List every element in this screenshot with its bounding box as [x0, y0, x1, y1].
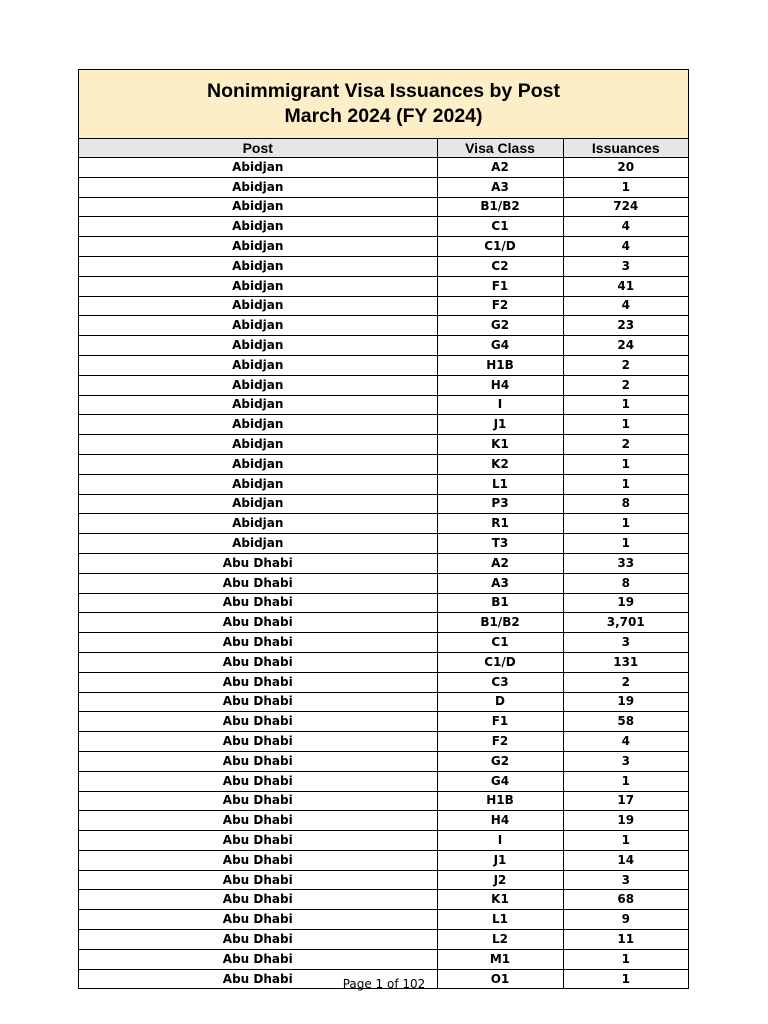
- cell-issuances: 23: [563, 316, 688, 336]
- report-subtitle: March 2024 (FY 2024): [284, 105, 483, 127]
- cell-visa-class: D: [437, 692, 563, 712]
- cell-post: Abidjan: [79, 415, 437, 435]
- report-title: Nonimmigrant Visa Issuances by Post: [207, 80, 560, 102]
- cell-visa-class: A3: [437, 177, 563, 197]
- cell-visa-class: O1: [437, 969, 563, 988]
- column-header-visa-class: Visa Class: [437, 139, 563, 158]
- cell-issuances: 3,701: [563, 613, 688, 633]
- table-row: [79, 850, 688, 870]
- table-row: [79, 811, 688, 831]
- cell-issuances: 2: [563, 435, 688, 455]
- cell-post: Abu Dhabi: [79, 553, 437, 573]
- table-row: [79, 831, 688, 851]
- cell-post: Abu Dhabi: [79, 613, 437, 633]
- cell-post: Abu Dhabi: [79, 573, 437, 593]
- cell-visa-class: K1: [437, 435, 563, 455]
- cell-issuances: 2: [563, 672, 688, 692]
- cell-post: Abu Dhabi: [79, 712, 437, 732]
- table-row: [79, 177, 688, 197]
- cell-post: Abu Dhabi: [79, 692, 437, 712]
- cell-post: Abidjan: [232, 159, 284, 174]
- cell-visa-class: J1: [437, 415, 563, 435]
- cell-post: Abidjan: [79, 375, 437, 395]
- table-row: [79, 692, 688, 712]
- cell-issuances: 3: [563, 256, 688, 276]
- cell-visa-class: G2: [437, 316, 563, 336]
- cell-post: Abidjan: [79, 256, 437, 276]
- cell-visa-class: G2: [437, 751, 563, 771]
- cell-post: Abidjan: [79, 296, 437, 316]
- cell-post: Abu Dhabi: [79, 870, 437, 890]
- table-row: [79, 771, 688, 791]
- cell-issuances: 1: [563, 395, 688, 415]
- cell-post: Abidjan: [79, 534, 437, 554]
- cell-issuances: 3: [563, 751, 688, 771]
- cell-issuances: 4: [563, 296, 688, 316]
- cell-visa-class: R1: [437, 514, 563, 534]
- cell-post: Abu Dhabi: [79, 593, 437, 613]
- cell-visa-class: H4: [437, 375, 563, 395]
- cell-post: Abidjan: [79, 177, 437, 197]
- table-row: [79, 751, 688, 771]
- cell-visa-class: C2: [437, 256, 563, 276]
- cell-post: Abu Dhabi: [79, 969, 437, 988]
- cell-visa-class: C1/D: [437, 652, 563, 672]
- table-row: [79, 573, 688, 593]
- table-row: [79, 613, 688, 633]
- table-row: [79, 435, 688, 455]
- cell-post: Abu Dhabi: [79, 930, 437, 950]
- cell-issuances: 19: [563, 811, 688, 831]
- table-row: [79, 197, 688, 217]
- cell-issuances: 724: [563, 197, 688, 217]
- cell-issuances: 24: [563, 336, 688, 356]
- cell-visa-class: B1: [437, 593, 563, 613]
- cell-issuances: 1: [563, 534, 688, 554]
- cell-visa-class: F2: [437, 732, 563, 752]
- table-row: [79, 454, 688, 474]
- table-row: [79, 237, 688, 257]
- cell-post: Abidjan: [79, 355, 437, 375]
- cell-issuances: 41: [563, 276, 688, 296]
- cell-visa-class: L1: [437, 910, 563, 930]
- cell-issuances: 1: [563, 514, 688, 534]
- table-row: [79, 732, 688, 752]
- cell-visa-class: A3: [437, 573, 563, 593]
- cell-issuances: 4: [563, 217, 688, 237]
- cell-issuances: 131: [563, 652, 688, 672]
- cell-visa-class: A2: [437, 553, 563, 573]
- table-row: [79, 474, 688, 494]
- cell-visa-class: J2: [437, 870, 563, 890]
- report-title-block: [79, 70, 688, 139]
- cell-visa-class: F1: [437, 712, 563, 732]
- cell-issuances: 1: [563, 474, 688, 494]
- cell-post: Abidjan: [79, 435, 437, 455]
- column-header-post: Post: [79, 139, 437, 158]
- cell-post: Abu Dhabi: [79, 890, 437, 910]
- page-number: Page 1 of 102: [342, 977, 426, 991]
- cell-visa-class: K1: [437, 890, 563, 910]
- cell-issuances: 3: [563, 633, 688, 653]
- cell-post: Abu Dhabi: [79, 831, 437, 851]
- table-row: [79, 494, 688, 514]
- column-header-issuances: Issuances: [563, 139, 688, 158]
- cell-post: Abidjan: [79, 276, 437, 296]
- cell-visa-class: P3: [437, 494, 563, 514]
- cell-visa-class: H1B: [437, 791, 563, 811]
- cell-post: Abu Dhabi: [79, 732, 437, 752]
- cell-issuances: 1: [563, 771, 688, 791]
- cell-visa-class: B1/B2: [437, 613, 563, 633]
- report-sheet: [78, 69, 689, 989]
- issuance-table: [79, 139, 688, 988]
- table-body: [79, 158, 688, 989]
- cell-post: Abu Dhabi: [79, 771, 437, 791]
- table-row: [79, 375, 688, 395]
- table-row: [79, 415, 688, 435]
- cell-issuances: 33: [563, 553, 688, 573]
- table-row: [79, 276, 688, 296]
- table-header-row: [79, 139, 688, 158]
- cell-issuances: 1: [563, 969, 688, 988]
- table-row: [79, 553, 688, 573]
- cell-post: Abu Dhabi: [79, 850, 437, 870]
- cell-visa-class: C1/D: [437, 237, 563, 257]
- cell-post: Abidjan: [79, 454, 437, 474]
- cell-visa-class: K2: [437, 454, 563, 474]
- cell-visa-class: C3: [437, 672, 563, 692]
- cell-issuances: 19: [563, 593, 688, 613]
- table-row: [79, 930, 688, 950]
- cell-issuances: 20: [563, 158, 688, 178]
- table-row: [79, 355, 688, 375]
- cell-post: Abu Dhabi: [79, 652, 437, 672]
- cell-visa-class: B1/B2: [437, 197, 563, 217]
- cell-post: Abidjan: [79, 395, 437, 415]
- cell-issuances: 11: [563, 930, 688, 950]
- cell-visa-class: M1: [437, 949, 563, 969]
- table-row: [79, 949, 688, 969]
- table-row: [79, 534, 688, 554]
- cell-post: Abu Dhabi: [79, 949, 437, 969]
- cell-issuances: 17: [563, 791, 688, 811]
- cell-post: Abu Dhabi: [79, 751, 437, 771]
- cell-issuances: 1: [563, 831, 688, 851]
- cell-post: Abidjan: [79, 197, 437, 217]
- cell-issuances: 9: [563, 910, 688, 930]
- table-row: [79, 633, 688, 653]
- cell-issuances: 8: [563, 573, 688, 593]
- cell-post: Abu Dhabi: [79, 791, 437, 811]
- table-row: [79, 652, 688, 672]
- table-row: [79, 336, 688, 356]
- cell-visa-class: F1: [437, 276, 563, 296]
- cell-issuances: 14: [563, 850, 688, 870]
- cell-visa-class: J1: [437, 850, 563, 870]
- cell-issuances: 58: [563, 712, 688, 732]
- table-row: [79, 256, 688, 276]
- table-row: [79, 316, 688, 336]
- cell-post: Abidjan: [79, 217, 437, 237]
- cell-issuances: 1: [563, 415, 688, 435]
- cell-issuances: 4: [563, 732, 688, 752]
- table-row: [79, 296, 688, 316]
- cell-issuances: 3: [563, 870, 688, 890]
- table-row: [79, 672, 688, 692]
- table-row: [79, 870, 688, 890]
- table-row: [79, 158, 688, 178]
- cell-post: Abidjan: [79, 336, 437, 356]
- cell-visa-class: C1: [437, 217, 563, 237]
- cell-post: Abu Dhabi: [79, 811, 437, 831]
- cell-visa-class: L2: [437, 930, 563, 950]
- cell-issuances: 68: [563, 890, 688, 910]
- table-row: [79, 910, 688, 930]
- cell-post: Abu Dhabi: [79, 910, 437, 930]
- cell-visa-class: I: [437, 395, 563, 415]
- cell-post: Abidjan: [79, 474, 437, 494]
- cell-issuances: 1: [563, 949, 688, 969]
- table-row: [79, 890, 688, 910]
- cell-visa-class: A2: [437, 158, 563, 178]
- table-row: [79, 395, 688, 415]
- table-row: [79, 217, 688, 237]
- cell-post: Abidjan: [79, 316, 437, 336]
- cell-visa-class: G4: [437, 336, 563, 356]
- cell-post: Abu Dhabi: [79, 633, 437, 653]
- cell-issuances: 4: [563, 237, 688, 257]
- cell-post: Abidjan: [79, 237, 437, 257]
- cell-visa-class: I: [437, 831, 563, 851]
- cell-visa-class: L1: [437, 474, 563, 494]
- cell-issuances: 8: [563, 494, 688, 514]
- cell-post: Abu Dhabi: [79, 672, 437, 692]
- table-row: [79, 514, 688, 534]
- cell-visa-class: F2: [437, 296, 563, 316]
- cell-issuances: 1: [563, 454, 688, 474]
- cell-visa-class: H1B: [437, 355, 563, 375]
- cell-post: Abidjan: [79, 514, 437, 534]
- cell-visa-class: T3: [437, 534, 563, 554]
- cell-issuances: 19: [563, 692, 688, 712]
- cell-visa-class: G4: [437, 771, 563, 791]
- table-row: [79, 593, 688, 613]
- cell-issuances: 2: [563, 375, 688, 395]
- cell-post: Abidjan: [79, 494, 437, 514]
- table-row: [79, 712, 688, 732]
- cell-issuances: 2: [563, 355, 688, 375]
- cell-visa-class: C1: [437, 633, 563, 653]
- table-row: [79, 791, 688, 811]
- cell-issuances: 1: [563, 177, 688, 197]
- cell-visa-class: H4: [437, 811, 563, 831]
